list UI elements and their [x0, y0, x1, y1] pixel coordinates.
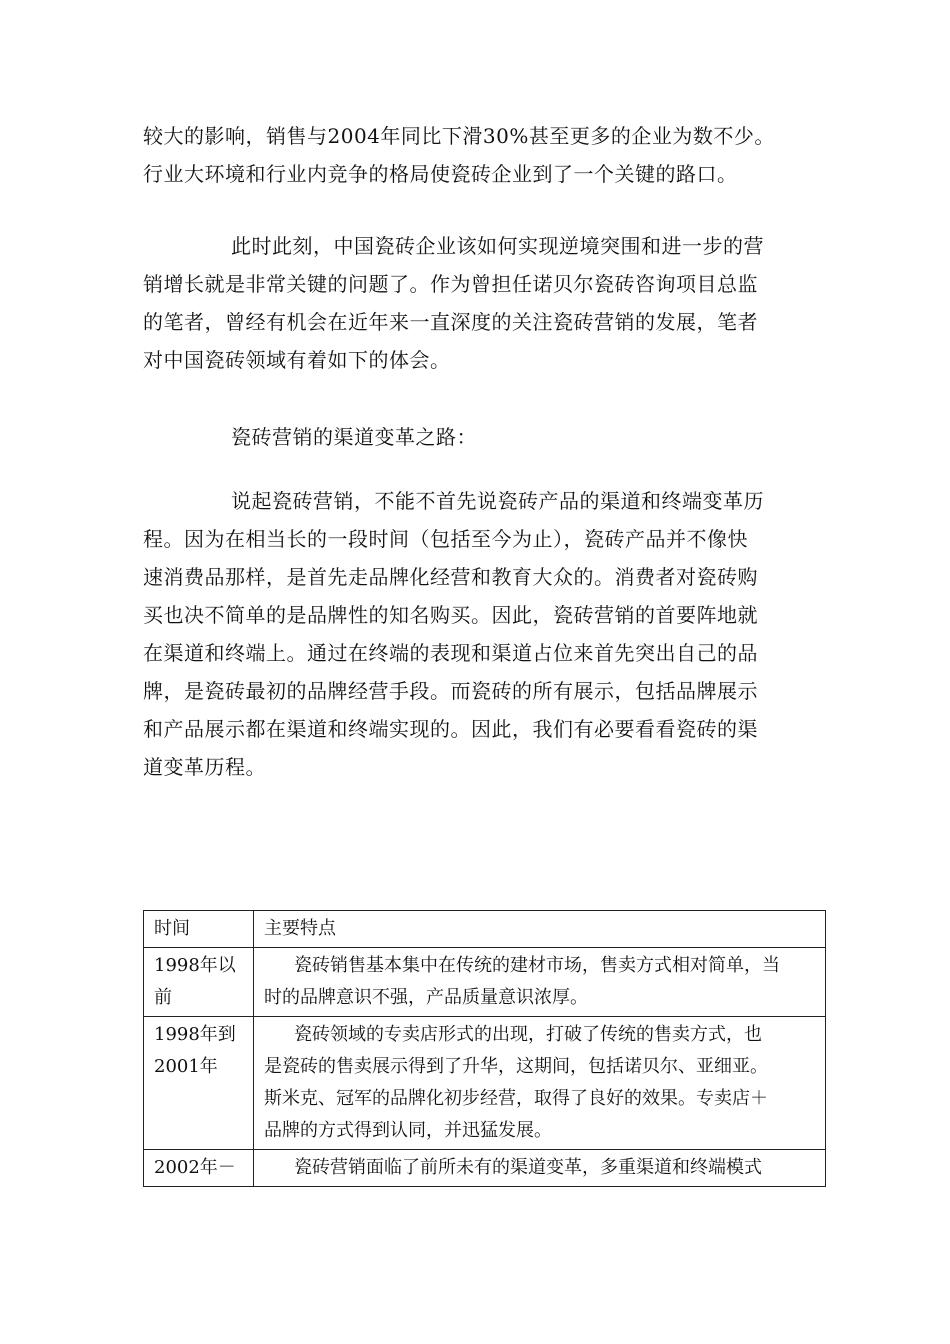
header-cell-features: 主要特点 [254, 911, 826, 948]
text-line: 销增长就是非常关键的问题了。作为曾担任诺贝尔瓷砖咨询项目总监 [143, 272, 758, 296]
table-row [144, 948, 826, 1017]
description-text: 品牌的方式得到认同，并迅猛发展。 [264, 1120, 552, 1141]
description-cell [254, 948, 826, 1017]
description-text: 瓷砖营销面临了前所未有的渠道变革，多重渠道和终端模式 [294, 1157, 762, 1178]
time-text: 2002年－ [154, 1157, 236, 1178]
text-line: 速消费品那样，是首先走品牌化经营和教育大众的。消费者对瓷砖购 [143, 565, 758, 589]
description-text: 瓷砖领域的专卖店形式的出现，打破了传统的售卖方式，也 [294, 1024, 762, 1045]
table-row [144, 1150, 826, 1187]
time-cell [144, 1150, 254, 1187]
description-cell [254, 1150, 826, 1187]
paragraph-current-challenge [143, 227, 815, 379]
text-line: 此时此刻，中国瓷砖企业该如何实现逆境突围和进一步的营 [231, 234, 764, 258]
description-text: 是瓷砖的售卖展示得到了升华，这期间，包括诺贝尔、亚细亚。 [264, 1056, 768, 1077]
section-heading [143, 418, 815, 456]
table-header-row [144, 911, 826, 948]
time-text: 1998年到 [154, 1024, 236, 1045]
text-line: 说起瓷砖营销，不能不首先说瓷砖产品的渠道和终端变革历 [231, 489, 764, 513]
time-cell [144, 948, 254, 1017]
table-row [144, 1017, 826, 1150]
text-line: 和产品展示都在渠道和终端实现的。因此，我们有必要看看瓷砖的渠 [143, 717, 758, 741]
description-cell [254, 1017, 826, 1150]
text-line: 的笔者，曾经有机会在近年来一直深度的关注瓷砖营销的发展，笔者 [143, 310, 758, 334]
heading-text: 瓷砖营销的渠道变革之路： [231, 425, 477, 449]
time-text: 1998年以 [154, 955, 236, 976]
channel-timeline-table [143, 910, 826, 1187]
time-text: 前 [154, 987, 172, 1008]
paragraph-channel-history [143, 482, 815, 786]
header-cell-time: 时间 [144, 911, 254, 948]
text-line: 程。因为在相当长的一段时间（包括至今为止），瓷砖产品并不像快 [143, 527, 748, 551]
text-line: 道变革历程。 [143, 755, 266, 779]
paragraph-intro-continuation [143, 117, 815, 193]
text-line: 较大的影响，销售与2004年同比下滑30%甚至更多的企业为数不少。 [143, 124, 775, 148]
time-cell [144, 1017, 254, 1150]
time-text: 2001年 [154, 1056, 218, 1077]
text-line: 牌，是瓷砖最初的品牌经营手段。而瓷砖的所有展示，包括品牌展示 [143, 679, 758, 703]
description-text: 斯米克、冠军的品牌化初步经营，取得了良好的效果。专卖店＋ [264, 1088, 768, 1109]
text-line: 行业大环境和行业内竞争的格局使瓷砖企业到了一个关键的路口。 [143, 162, 738, 186]
text-line: 在渠道和终端上。通过在终端的表现和渠道占位来首先突出自己的品 [143, 641, 758, 665]
text-line: 对中国瓷砖领域有着如下的体会。 [143, 348, 451, 372]
description-text: 瓷砖销售基本集中在传统的建材市场，售卖方式相对简单，当 [294, 955, 780, 976]
text-line: 买也决不简单的是品牌性的知名购买。因此，瓷砖营销的首要阵地就 [143, 603, 758, 627]
description-text: 时的品牌意识不强，产品质量意识浓厚。 [264, 987, 588, 1008]
